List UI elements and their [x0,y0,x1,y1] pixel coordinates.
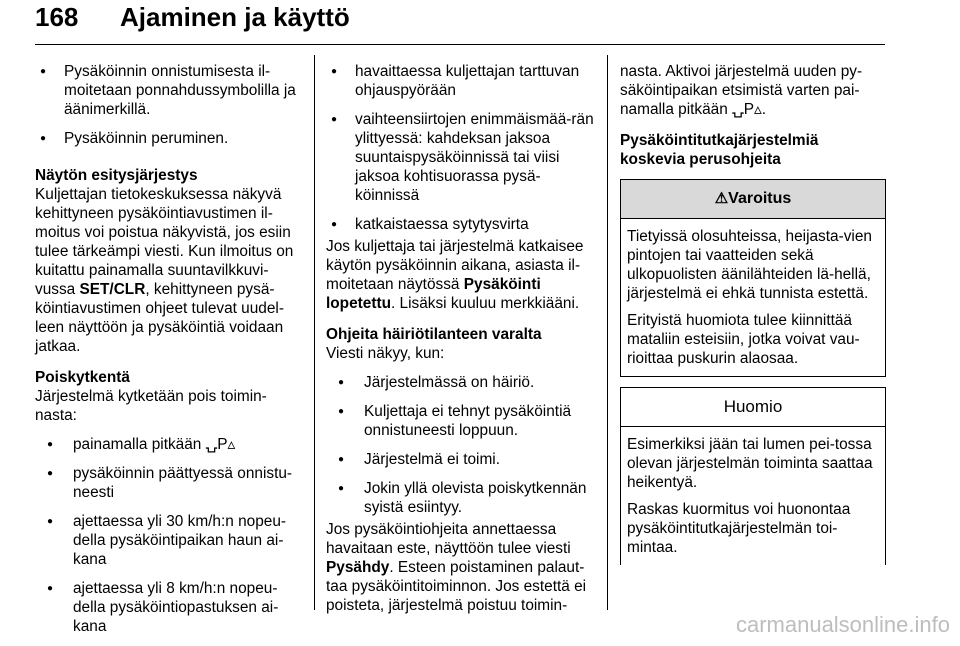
parking-button-icon: ⍽P▵ [205,436,236,453]
paragraph: Raskas kuormitus voi huonontaa pysäköintitutkajärjestelmän toi-mintaa. [627,501,851,556]
page-header [35,2,885,42]
section-heading-basics: Pysäköintitutkajärjestelmiä koskevia perusohjeita [620,132,819,168]
paragraph: Viesti näkyy, kun: [326,345,445,362]
bold-term: SET/CLR [79,281,146,298]
list-item: ● Pysäköinnin onnistumisesta il-moitetaan ponnahdussymbolilla ja äänimerkillä. [35,62,303,119]
bold-term: Pysähdy [326,559,390,576]
warning-body [621,219,885,376]
list-item: ● ajettaessa yli 8 km/h:n nopeu-della pysäköintiopastuksen ai-kana [35,579,303,636]
column-2 [326,62,594,615]
warning-box [620,179,886,377]
warning-header [621,180,885,219]
column-divider-2 [607,55,608,610]
column-1 [35,62,303,646]
list-item: ● havaittaessa kuljettajan tarttuvan ohjauspyörään [326,62,594,100]
warning-icon: ⚠ [714,190,729,207]
bullet-list [326,373,594,517]
list-item: ● painamalla pitkään ⍽P▵ [35,435,303,454]
bullet-list [35,62,303,148]
list-item: ● Järjestelmä ei toimi. [326,450,594,469]
section-heading-display: Näytön esitysjärjestys [35,167,198,184]
column-3 [620,62,886,565]
section-heading-trouble: Ohjeita häiriötilanteen varalta [326,326,542,343]
list-item: ● Pysäköinnin peruminen. [35,129,303,148]
bullet-list [35,435,303,636]
paragraph: Järjestelmä kytketään pois toimin-nasta: [35,388,267,424]
note-header: Huomio [621,388,885,427]
column-divider-1 [314,55,315,610]
section-heading-off: Poiskytkentä [35,369,130,386]
paragraph: Kuljettajan tietokeskuksessa näkyvä kehittyneen pysäköintiavustimen il-moitus voi poistua näkyvistä, jos esiin tulee tärkeämpi viesti. Kun ilmoitus on kuitattu painamalla suuntavilkkuvi-vussa SET/CLR, kehittyneen pysä-köintiavustimen ohjeet tulevat uudel-leen näyttöön ja pysäköintiä voidaan jatkaa. [35,186,294,355]
warning-title: Varoitus [728,190,792,207]
paragraph: Esimerkiksi jään tai lumen pei-tossa olevan järjestelmän toiminta saattaa heikentyä. [627,436,873,491]
bold-term: Pysäköinti lopetettu [326,276,541,312]
list-item: ● Järjestelmässä on häiriö. [326,373,594,392]
list-item: ● pysäköinnin päättyessä onnistu-neesti [35,464,303,502]
list-item: ● vaihteensiirtojen enimmäismää-rän ylittyessä: kahdeksan jaksoa suuntaispysäköinnissä tai viisi jaksoa kohtisuorassa pysä-köinnissä [326,110,594,205]
watermark: carmanualsonline.info [735,612,950,637]
paragraph: nasta. Aktivoi järjestelmä uuden py-säköintipaikan etsimistä varten pai-namalla pitkään ⍽P▵. [620,63,863,118]
page-number: 168 [35,2,79,32]
bullet-list [326,62,594,234]
paragraph: Tietyissä olosuhteissa, heijasta-vien pintojen tai vaatteiden sekä ulkopuolisten äänilähteiden lä-hellä, järjestelmä ei ehkä tunnista estettä. [627,228,872,302]
paragraph: Jos kuljettaja tai järjestelmä katkaisee käytön pysäköinnin aikana, asiasta il-moitetaan näytössä Pysäköinti lopetettu. Lisäksi kuuluu merkkiääni. [326,238,584,312]
list-item: ● Jokin yllä olevista poiskytkennän syistä esiintyy. [326,479,594,517]
header-divider [35,44,885,45]
paragraph: Erityistä huomiota tulee kiinnittää mataliin esteisiin, jotka voivat vau-rioittaa puskurin alaosaa. [627,312,860,367]
note-body [621,427,885,565]
list-item: ● Kuljettaja ei tehnyt pysäköintiä onnistuneesti loppuun. [326,402,594,440]
parking-button-icon: ⍽P▵ [732,101,762,118]
list-item: ● katkaistaessa sytytysvirta [326,215,594,234]
page-title: Ajaminen ja käyttö [120,2,350,32]
list-item: ● ajettaessa yli 30 km/h:n nopeu-della pysäköintipaikan haun ai-kana [35,512,303,569]
paragraph: Jos pysäköintiohjeita annettaessa havaitaan este, näyttöön tulee viesti Pysähdy. Esteen poistaminen palaut-taa pysäköintitoiminnon. Jos estettä ei poisteta, järjestelmä poistuu toimin- [326,521,587,614]
note-box [620,387,886,565]
